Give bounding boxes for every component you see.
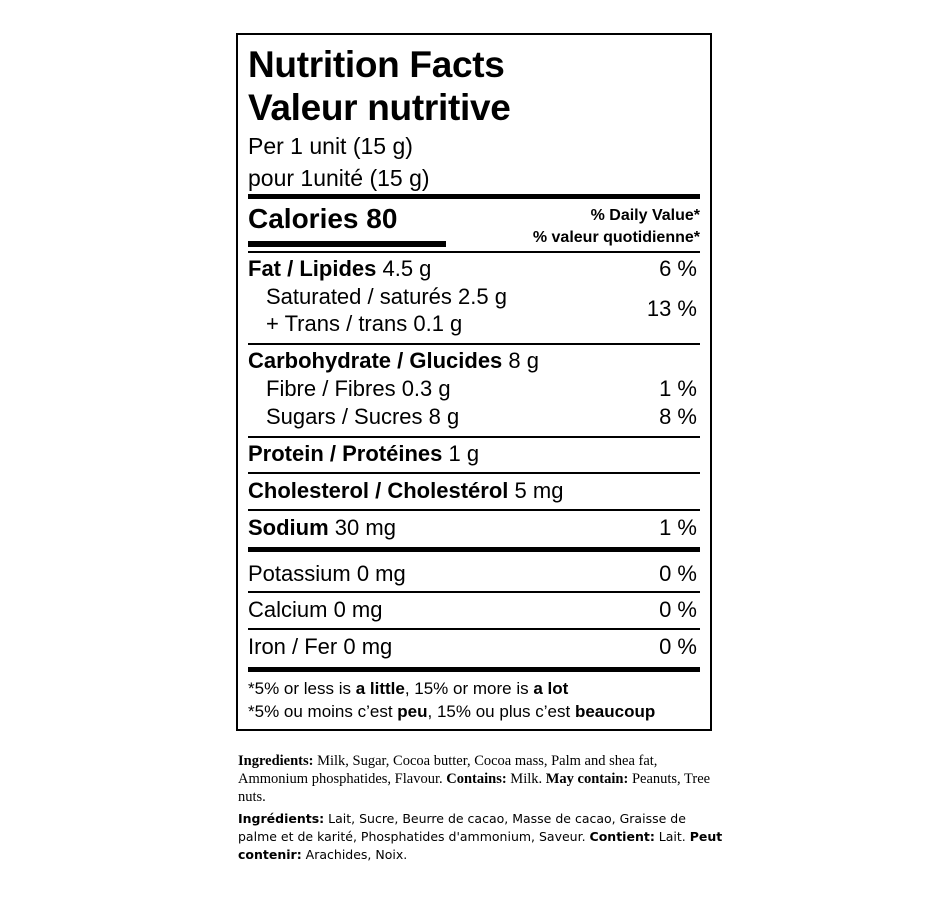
sodium-label: Sodium xyxy=(248,515,329,540)
nutrition-facts-table xyxy=(236,33,712,731)
fibre-daily-value: 1 % xyxy=(659,376,697,401)
fibre-label: Fibre / Fibres 0.3 g xyxy=(266,376,451,401)
sugars-daily-value: 8 % xyxy=(659,404,697,429)
footnote-french-text: , 15% ou plus c’est xyxy=(427,702,575,721)
footnote-english-text: , 15% or more is xyxy=(404,679,534,698)
divider xyxy=(248,509,700,511)
sodium-amount: 30 mg xyxy=(334,515,396,540)
footnote-english-lot: a lot xyxy=(533,679,569,698)
potassium-daily-value: 0 % xyxy=(659,561,697,586)
fat-daily-value: 6 % xyxy=(659,256,697,281)
ingredients-list-en: Milk, Sugar, Cocoa butter, Cocoa mass, Palm and shea fat, Ammonium phosphatides, Flavour. xyxy=(238,753,658,787)
sugars-label: Sugars / Sucres 8 g xyxy=(266,404,460,429)
carbohydrate-label: Carbohydrate / Glucides xyxy=(248,348,503,373)
footnote-french-peu: peu xyxy=(397,702,428,721)
calories-row xyxy=(248,202,397,236)
calories-label: Calories xyxy=(248,203,359,234)
sodium-daily-value: 1 % xyxy=(659,515,697,540)
ingredients-french xyxy=(238,810,728,864)
contains-label-en: Contains: xyxy=(446,771,507,787)
contains-label-fr: Contient: xyxy=(589,829,655,844)
potassium-label: Potassium 0 mg xyxy=(248,561,406,586)
divider xyxy=(248,591,700,593)
divider xyxy=(248,251,700,253)
may-contain-fr: Arachides, Noix. xyxy=(301,847,408,862)
divider-thick xyxy=(248,667,700,672)
cholesterol-name xyxy=(248,478,563,504)
ingredients-heading-en: Ingredients: xyxy=(238,753,314,769)
iron-daily-value: 0 % xyxy=(659,634,697,659)
ingredients-heading-fr: Ingrédients: xyxy=(238,811,325,826)
ingredients-english xyxy=(238,752,728,806)
footnote-english xyxy=(248,678,568,700)
cholesterol-label: Cholesterol / Cholestérol xyxy=(248,478,509,503)
divider xyxy=(248,628,700,630)
protein-label: Protein / Protéines xyxy=(248,441,443,466)
divider-thick xyxy=(248,194,700,199)
calcium-daily-value: 0 % xyxy=(659,597,697,622)
title-english: Nutrition Facts xyxy=(248,44,505,85)
sodium-name xyxy=(248,515,396,541)
iron-label: Iron / Fer 0 mg xyxy=(248,634,393,659)
contains-fr: Lait. xyxy=(654,829,690,844)
trans-label: + Trans / trans 0.1 g xyxy=(266,311,463,336)
footnote-french-text: *5% ou moins c’est xyxy=(248,702,398,721)
calories-underline xyxy=(248,241,446,247)
may-contain-en: Peanuts, Tree nuts. xyxy=(238,771,711,805)
footnote-english-text: *5% or less is xyxy=(248,679,356,698)
saturated-label: Saturated / saturés 2.5 g xyxy=(266,284,507,309)
daily-value-header xyxy=(533,205,700,249)
ingredients-section xyxy=(238,752,728,864)
fat-label: Fat / Lipides xyxy=(248,256,377,281)
serving-size-english: Per 1 unit (15 g) xyxy=(248,133,413,159)
ingredients-list-fr: Lait, Sucre, Beurre de cacao, Masse de cacao, Graisse de palme et de karité, Phosphatides d'ammonium, Saveur. xyxy=(238,811,686,844)
saturated-trans-daily-value: 13 % xyxy=(646,296,697,321)
title-french: Valeur nutritive xyxy=(248,87,511,128)
fat-amount: 4.5 g xyxy=(382,256,432,281)
footnote-english-little: a little xyxy=(355,679,405,698)
may-contain-label-en: May contain: xyxy=(545,771,629,787)
calories-value: 80 xyxy=(366,203,398,234)
daily-value-english: % Daily Value* xyxy=(590,207,700,224)
contains-en: Milk. xyxy=(506,771,546,787)
divider xyxy=(248,436,700,438)
footnote-french xyxy=(248,701,655,723)
protein-amount: 1 g xyxy=(448,441,480,466)
may-contain-label-fr: Peut contenir: xyxy=(238,829,723,862)
fat-name xyxy=(248,256,431,282)
footnote-french-beaucoup: beaucoup xyxy=(574,702,656,721)
serving-size-french: pour 1unité (15 g) xyxy=(248,165,430,191)
divider xyxy=(248,343,700,345)
cholesterol-amount: 5 mg xyxy=(514,478,564,503)
carbohydrate-amount: 8 g xyxy=(508,348,540,373)
daily-value-french: % valeur quotidienne* xyxy=(532,229,700,246)
divider-thick xyxy=(248,547,700,552)
carbohydrate-name xyxy=(248,348,539,374)
protein-name xyxy=(248,441,479,467)
calcium-label: Calcium 0 mg xyxy=(248,597,383,622)
divider xyxy=(248,472,700,474)
